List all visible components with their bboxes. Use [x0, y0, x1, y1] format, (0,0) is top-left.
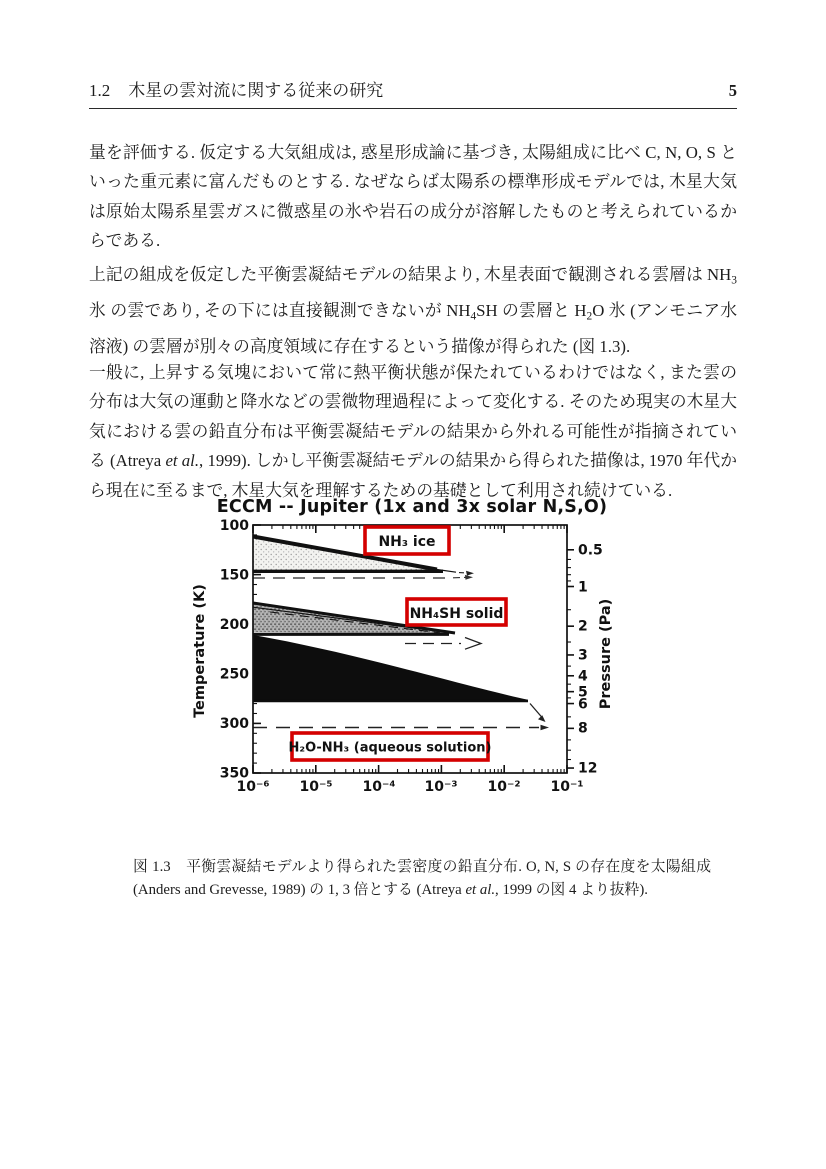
t-tick: 250 — [219, 666, 249, 683]
p-tick: 5 — [578, 684, 588, 701]
figure-caption: 図 1.3 平衡雲凝結モデルより得られた雲密度の鉛直分布. O, N, S の存在度を太陽組成 (Anders and Grevesse, 1989) の 1, 3 倍とする (Atreya et al., 1999 の図 4 より抜粋). — [133, 858, 711, 899]
p-tick: 3 — [578, 647, 588, 664]
cloud-density-chart — [190, 488, 622, 803]
p-tick: 1 — [578, 579, 588, 596]
x-tick: 10⁻² — [487, 779, 521, 795]
chart-title: ECCM -- Jupiter (1x and 3x solar N,S,O) — [216, 497, 608, 517]
x-tick: 10⁻⁶ — [236, 779, 270, 795]
t-tick: 150 — [219, 567, 249, 584]
t-tick: 200 — [219, 617, 249, 633]
region-h2o-aqueous — [253, 635, 549, 730]
page-number: 5 — [728, 81, 737, 100]
y-axis-label-temperature: Temperature (K) — [192, 584, 208, 718]
label-nh4sh-solid: NH₄SH solid — [409, 606, 504, 622]
label-h2o-aqueous: H₂O-NH₃ (aqueous solution) — [288, 740, 492, 756]
running-header — [89, 76, 737, 109]
paragraph-2: 上記の組成を仮定した平衡雲凝結モデルの結果より, 木星表面で観測される雲層は $NH_3$ 氷 の雲であり, その下には直接観測できないが $NH_4SH$ の雲層と $H_2O$ 氷 (アンモニア水溶液) の雲層が別々の高度領域に存在するという描像が得られた (図 1.3). — [89, 264, 737, 356]
section-title: 木星の雲対流に関する従来の研究 — [128, 81, 384, 100]
x-tick: 10⁻⁴ — [362, 779, 396, 795]
p-tick: 8 — [578, 720, 588, 737]
x-axis-tick-labels — [236, 779, 583, 795]
header-left — [89, 76, 383, 101]
y-axis-label-pressure: Pressure (Pa) — [598, 598, 614, 710]
x-tick: 10⁻³ — [424, 779, 458, 795]
left-axis-tick-labels — [220, 518, 249, 782]
t-tick: 100 — [219, 518, 249, 534]
t-tick: 350 — [219, 765, 249, 782]
x-tick: 10⁻¹ — [550, 779, 584, 795]
label-nh3-ice: NH₃ ice — [378, 534, 436, 550]
label-box-nh3-ice — [365, 527, 449, 554]
p-tick: 4 — [578, 668, 588, 685]
label-box-nh4sh-solid — [407, 599, 506, 625]
label-box-h2o-aqueous — [289, 733, 492, 760]
p-tick: 12 — [578, 760, 598, 777]
x-tick: 10⁻⁵ — [299, 779, 333, 795]
p-tick: 0.5 — [578, 542, 603, 559]
t-tick: 300 — [219, 716, 249, 732]
paragraph-3: 一般に, 上昇する気塊において常に熱平衡状態が保たれているわけではなく, また雲の分布は大気の運動と降水などの雲微物理過程によって変化する. そのため現実の木星大気における雲の鉛直分布は平衡雲凝結モデルの結果から外れる可能性が指摘されている (Atreya et al., 1999). しかし平衡雲凝結モデルの結果から得られた描像は, 1970 年代から現在に至るまで, 木星大気を理解するための基礎として利用され続けている. — [89, 362, 738, 500]
p-tick: 2 — [578, 618, 588, 635]
section-number: 1.2 — [89, 81, 111, 100]
paragraph-1: 量を評価する. 仮定する大気組成は, 惑星形成論に基づき, 太陽組成に比べ C, N, O, S といった重元素に富んだものとする. なぜならば太陽系の標準形成モデルでは, 木星大気は原始太陽系星雲ガスに微惑星の氷や岩石の成分が溶解したものと考えられているからである. — [89, 142, 737, 251]
figure-1-3 — [190, 488, 622, 803]
p-tick: 6 — [578, 696, 588, 713]
